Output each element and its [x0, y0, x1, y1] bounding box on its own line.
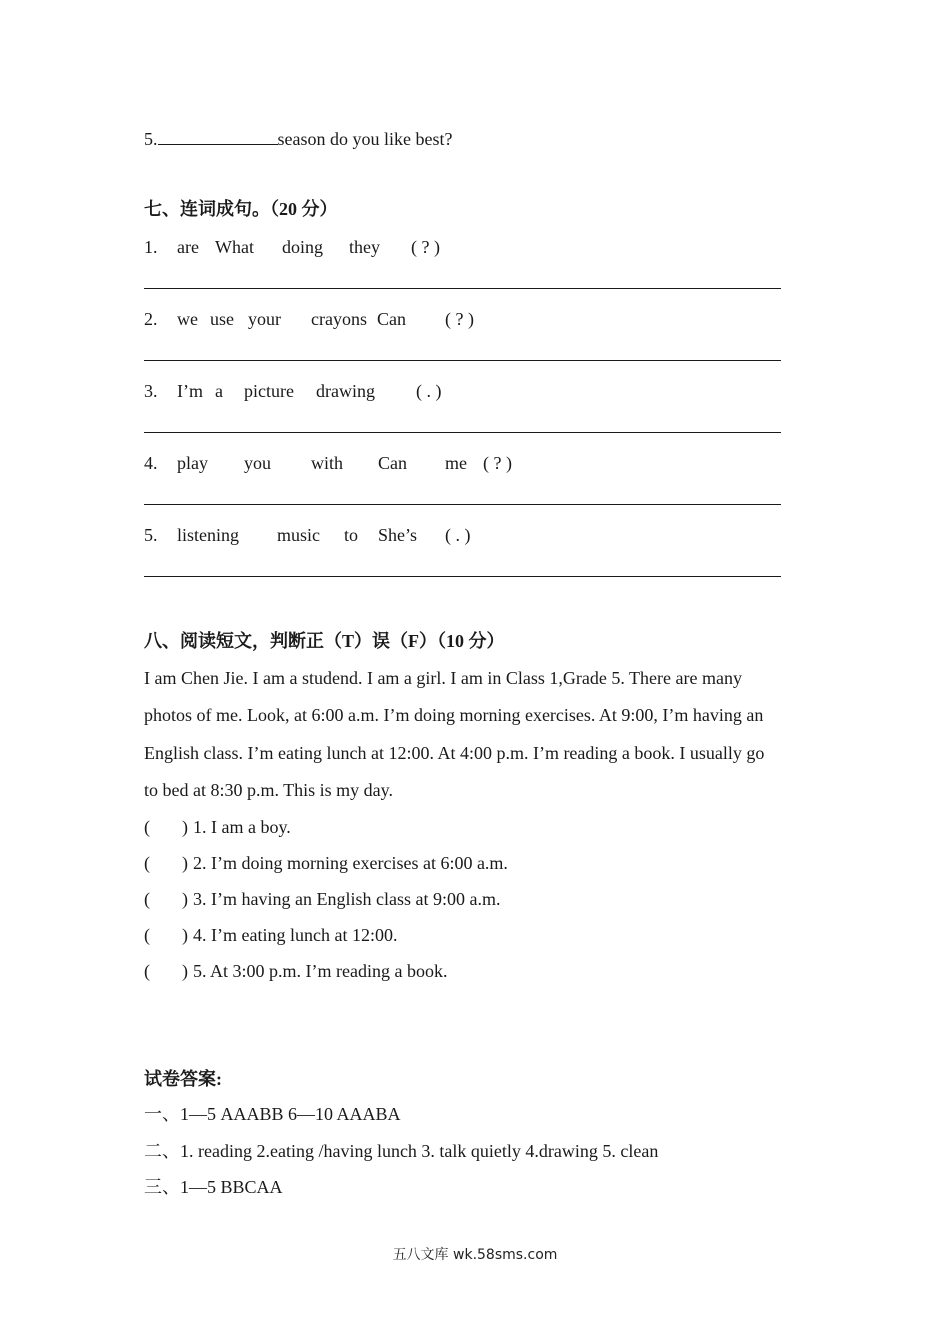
question-text: 1. I am a boy. — [193, 817, 291, 837]
fill-blank-question-5 — [144, 128, 452, 148]
word: drawing — [316, 381, 375, 401]
item-number: 5. — [144, 525, 158, 545]
answer-line-section-3: 三、1—5 BBCAA — [144, 1177, 283, 1197]
answer-paren-close: ) — [182, 889, 188, 909]
tf-question-4 — [144, 925, 844, 945]
word: play — [177, 453, 208, 473]
section-7-title: 七、连词成句。（20 分） — [144, 199, 338, 219]
answer-paren-close: ) — [182, 925, 188, 945]
word: What — [215, 237, 254, 257]
punctuation-hint: ( ? ) — [483, 453, 512, 473]
answer-line-section-1: 一、1—5 AAABB 6—10 AAABA — [144, 1104, 401, 1124]
answer-line-5[interactable] — [144, 576, 781, 577]
punctuation-hint: ( ? ) — [411, 237, 440, 257]
answer-paren-open[interactable]: ( — [144, 853, 150, 873]
question-text: 4. I’m eating lunch at 12:00. — [193, 925, 398, 945]
tf-question-5 — [144, 961, 844, 981]
reorder-item-5 — [144, 525, 844, 545]
word: we — [177, 309, 198, 329]
punctuation-hint: ( . ) — [416, 381, 442, 401]
answer-line-4[interactable] — [144, 504, 781, 505]
question-text: season do you like best? — [277, 129, 453, 149]
word: are — [177, 237, 199, 257]
word: to — [344, 525, 359, 545]
word: with — [311, 453, 344, 473]
answer-line-1[interactable] — [144, 288, 781, 289]
word: your — [248, 309, 281, 329]
word: Can — [377, 309, 406, 329]
question-text: 5. At 3:00 p.m. I’m reading a book. — [193, 961, 448, 981]
section-8-title: 八、阅读短文，判断正（T）误（F）（10 分） — [144, 631, 505, 651]
item-number: 4. — [144, 453, 158, 473]
question-number: 5. — [144, 129, 158, 149]
word: She’s — [378, 525, 418, 545]
answer-paren-open[interactable]: ( — [144, 817, 150, 837]
answer-paren-open[interactable]: ( — [144, 925, 150, 945]
answer-paren-close: ) — [182, 853, 188, 873]
fill-blank[interactable] — [158, 128, 278, 145]
word: I’m — [177, 381, 203, 401]
question-text: 3. I’m having an English class at 9:00 a.m. — [193, 889, 501, 909]
tf-question-1 — [144, 817, 844, 837]
answer-line-3[interactable] — [144, 432, 781, 433]
answer-line-2[interactable] — [144, 360, 781, 361]
word: picture — [244, 381, 294, 401]
item-number: 3. — [144, 381, 158, 401]
answer-line-section-2: 二、1. reading 2.eating /having lunch 3. talk quietly 4.drawing 5. clean — [144, 1141, 659, 1161]
reorder-item-4 — [144, 453, 844, 473]
answer-key-title: 试卷答案: — [144, 1069, 222, 1089]
word: doing — [282, 237, 324, 257]
tf-question-3 — [144, 889, 844, 909]
reorder-item-3 — [144, 381, 844, 401]
reorder-item-2 — [144, 309, 844, 329]
item-number: 1. — [144, 237, 158, 257]
reorder-item-1 — [144, 237, 844, 257]
answer-paren-close: ) — [182, 961, 188, 981]
word: Can — [378, 453, 407, 473]
question-text: 2. I’m doing morning exercises at 6:00 a.m. — [193, 853, 508, 873]
word: a — [215, 381, 223, 401]
word: music — [277, 525, 320, 545]
passage-line-2: photos of me. Look, at 6:00 a.m. I’m doing morning exercises. At 9:00, I’m having an — [144, 705, 764, 725]
punctuation-hint: ( . ) — [445, 525, 471, 545]
answer-paren-open[interactable]: ( — [144, 889, 150, 909]
word: listening — [177, 525, 239, 545]
word: use — [210, 309, 234, 329]
item-number: 2. — [144, 309, 158, 329]
passage-line-3: English class. I’m eating lunch at 12:00. At 4:00 p.m. I’m reading a book. I usually go — [144, 743, 765, 763]
page-footer: 五八文库 wk.58sms.com — [392, 1247, 558, 1263]
word: they — [349, 237, 380, 257]
word: you — [244, 453, 271, 473]
passage-line-1: I am Chen Jie. I am a studend. I am a girl. I am in Class 1,Grade 5. There are many — [144, 668, 742, 688]
answer-paren-open[interactable]: ( — [144, 961, 150, 981]
word: me — [445, 453, 467, 473]
word: crayons — [311, 309, 367, 329]
passage-line-4: to bed at 8:30 p.m. This is my day. — [144, 780, 393, 800]
tf-question-2 — [144, 853, 844, 873]
punctuation-hint: ( ? ) — [445, 309, 474, 329]
answer-paren-close: ) — [182, 817, 188, 837]
